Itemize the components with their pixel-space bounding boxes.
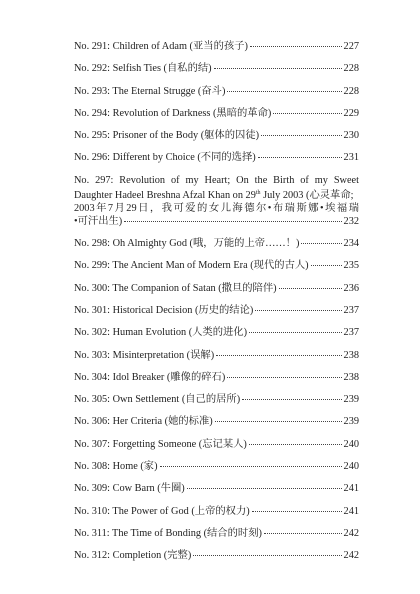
dot-leader bbox=[249, 332, 342, 333]
entry-title: No. 307: Forgetting Someone (忘记某人) bbox=[74, 438, 247, 450]
dot-leader bbox=[311, 265, 342, 266]
dot-leader bbox=[227, 377, 341, 378]
dot-leader bbox=[273, 113, 341, 114]
toc-entry[interactable] bbox=[74, 438, 359, 451]
dot-leader bbox=[279, 288, 342, 289]
dot-leader bbox=[255, 310, 341, 311]
entry-title-chinese-line: 2003年7月29日，我可爱的女儿海德尔•布瑞斯娜•埃福瑞 bbox=[74, 202, 359, 214]
toc-entry[interactable] bbox=[74, 237, 359, 250]
toc-entry[interactable] bbox=[74, 129, 359, 142]
entry-page: 230 bbox=[343, 130, 359, 142]
dot-leader bbox=[216, 355, 341, 356]
entry-page: 242 bbox=[343, 527, 359, 539]
entry-title-text-end: July 2003 (心灵革命; bbox=[260, 189, 354, 201]
toc-entry[interactable] bbox=[74, 549, 359, 562]
entry-title-text: No. 297: Revolution of my Heart; On the Birth of my Sweet Daughter Hadeel Breshna Afzal Khan on 29 bbox=[74, 174, 359, 201]
entry-page: 235 bbox=[343, 260, 359, 272]
entry-title: No. 300: The Companion of Satan (撒旦的陪伴) bbox=[74, 282, 277, 294]
toc-entry[interactable] bbox=[74, 460, 359, 473]
entry-title: No. 298: Oh Almighty God (哦，万能的上帝……！) bbox=[74, 238, 300, 250]
dot-leader bbox=[301, 243, 341, 244]
toc-entry[interactable] bbox=[74, 482, 359, 495]
entry-title: No. 312: Completion (完整) bbox=[74, 550, 192, 562]
entry-page: 228 bbox=[343, 63, 359, 75]
dot-leader bbox=[124, 221, 341, 222]
entry-page: 236 bbox=[343, 282, 359, 294]
dot-leader bbox=[242, 399, 341, 400]
entry-title: No. 311: The Time of Bonding (结合的时刻) bbox=[74, 527, 262, 539]
toc-entry[interactable] bbox=[74, 304, 359, 317]
toc-entry[interactable] bbox=[74, 85, 359, 98]
toc-entry[interactable] bbox=[74, 527, 359, 540]
entry-title: No. 308: Home (家) bbox=[74, 461, 158, 473]
entry-title: No. 302: Human Evolution (人类的进化) bbox=[74, 327, 248, 339]
entry-page: 240 bbox=[343, 461, 359, 473]
toc-entry[interactable] bbox=[74, 326, 359, 339]
entry-page: 239 bbox=[343, 394, 359, 406]
entry-page: 227 bbox=[343, 41, 359, 52]
entry-page: 234 bbox=[343, 238, 359, 250]
entry-page: 237 bbox=[343, 327, 359, 339]
entry-title: No. 306: Her Criteria (她的标准) bbox=[74, 416, 213, 428]
entry-title: No. 295: Prisoner of the Body (躯体的囚徒) bbox=[74, 130, 260, 142]
entry-page: 237 bbox=[343, 304, 359, 316]
dot-leader bbox=[264, 533, 342, 534]
entry-page: 240 bbox=[343, 438, 359, 450]
dot-leader bbox=[261, 135, 342, 136]
toc-entry[interactable] bbox=[74, 62, 359, 75]
entry-page: 232 bbox=[343, 215, 359, 227]
toc-entry[interactable] bbox=[74, 393, 359, 406]
entry-title: No. 310: The Power of God (上帝的权力) bbox=[74, 505, 250, 517]
dot-leader bbox=[187, 488, 342, 489]
toc-entry[interactable] bbox=[74, 371, 359, 384]
ordinal-suffix: th bbox=[255, 189, 261, 196]
dot-leader bbox=[160, 466, 342, 467]
toc-entry[interactable] bbox=[74, 282, 359, 295]
toc-entry[interactable] bbox=[74, 151, 359, 164]
toc-entry[interactable] bbox=[74, 40, 359, 53]
dot-leader bbox=[249, 444, 342, 445]
toc-entry[interactable] bbox=[74, 349, 359, 362]
entry-title: No. 296: Different by Choice (不同的选择) bbox=[74, 152, 256, 164]
entry-title: No. 304: Idol Breaker (雕像的碎石) bbox=[74, 371, 226, 383]
entry-title-tail: •可汗出生) bbox=[74, 215, 123, 227]
dot-leader bbox=[227, 91, 341, 92]
entry-page: 241 bbox=[343, 505, 359, 517]
entry-title: No. 299: The Ancient Man of Modern Era (现代的古人) bbox=[74, 260, 309, 272]
entry-page: 231 bbox=[343, 152, 359, 164]
table-of-contents bbox=[74, 40, 359, 572]
entry-last-line bbox=[74, 215, 359, 228]
toc-entry[interactable] bbox=[74, 505, 359, 518]
toc-entry[interactable] bbox=[74, 415, 359, 428]
entry-title: No. 303: Misinterpretation (误解) bbox=[74, 349, 215, 361]
dot-leader bbox=[215, 421, 342, 422]
entry-title: No. 292: Selfish Ties (自私的结) bbox=[74, 63, 212, 75]
entry-title: No. 293: The Eternal Strugge (奋斗) bbox=[74, 85, 226, 97]
entry-title: No. 291: Children of Adam (亚当的孩子) bbox=[74, 41, 248, 52]
dot-leader bbox=[250, 46, 342, 47]
entry-page: 238 bbox=[343, 349, 359, 361]
entry-title: No. 309: Cow Barn (牛圈) bbox=[74, 483, 185, 495]
entry-page: 239 bbox=[343, 416, 359, 428]
entry-page: 242 bbox=[343, 550, 359, 562]
dot-leader bbox=[214, 68, 342, 69]
dot-leader bbox=[193, 555, 341, 556]
entry-title: No. 294: Revolution of Darkness (黑暗的革命) bbox=[74, 107, 272, 119]
entry-page: 238 bbox=[343, 371, 359, 383]
dot-leader bbox=[252, 511, 342, 512]
toc-entry-long[interactable] bbox=[74, 174, 359, 228]
entry-page: 229 bbox=[343, 107, 359, 119]
entry-page: 228 bbox=[343, 85, 359, 97]
entry-title: No. 305: Own Settlement (自己的居所) bbox=[74, 394, 241, 406]
toc-entry[interactable] bbox=[74, 107, 359, 120]
dot-leader bbox=[258, 157, 342, 158]
entry-title-line bbox=[74, 174, 359, 202]
entry-title: No. 301: Historical Decision (历史的结论) bbox=[74, 304, 254, 316]
toc-entry[interactable] bbox=[74, 259, 359, 272]
entry-page: 241 bbox=[343, 483, 359, 495]
